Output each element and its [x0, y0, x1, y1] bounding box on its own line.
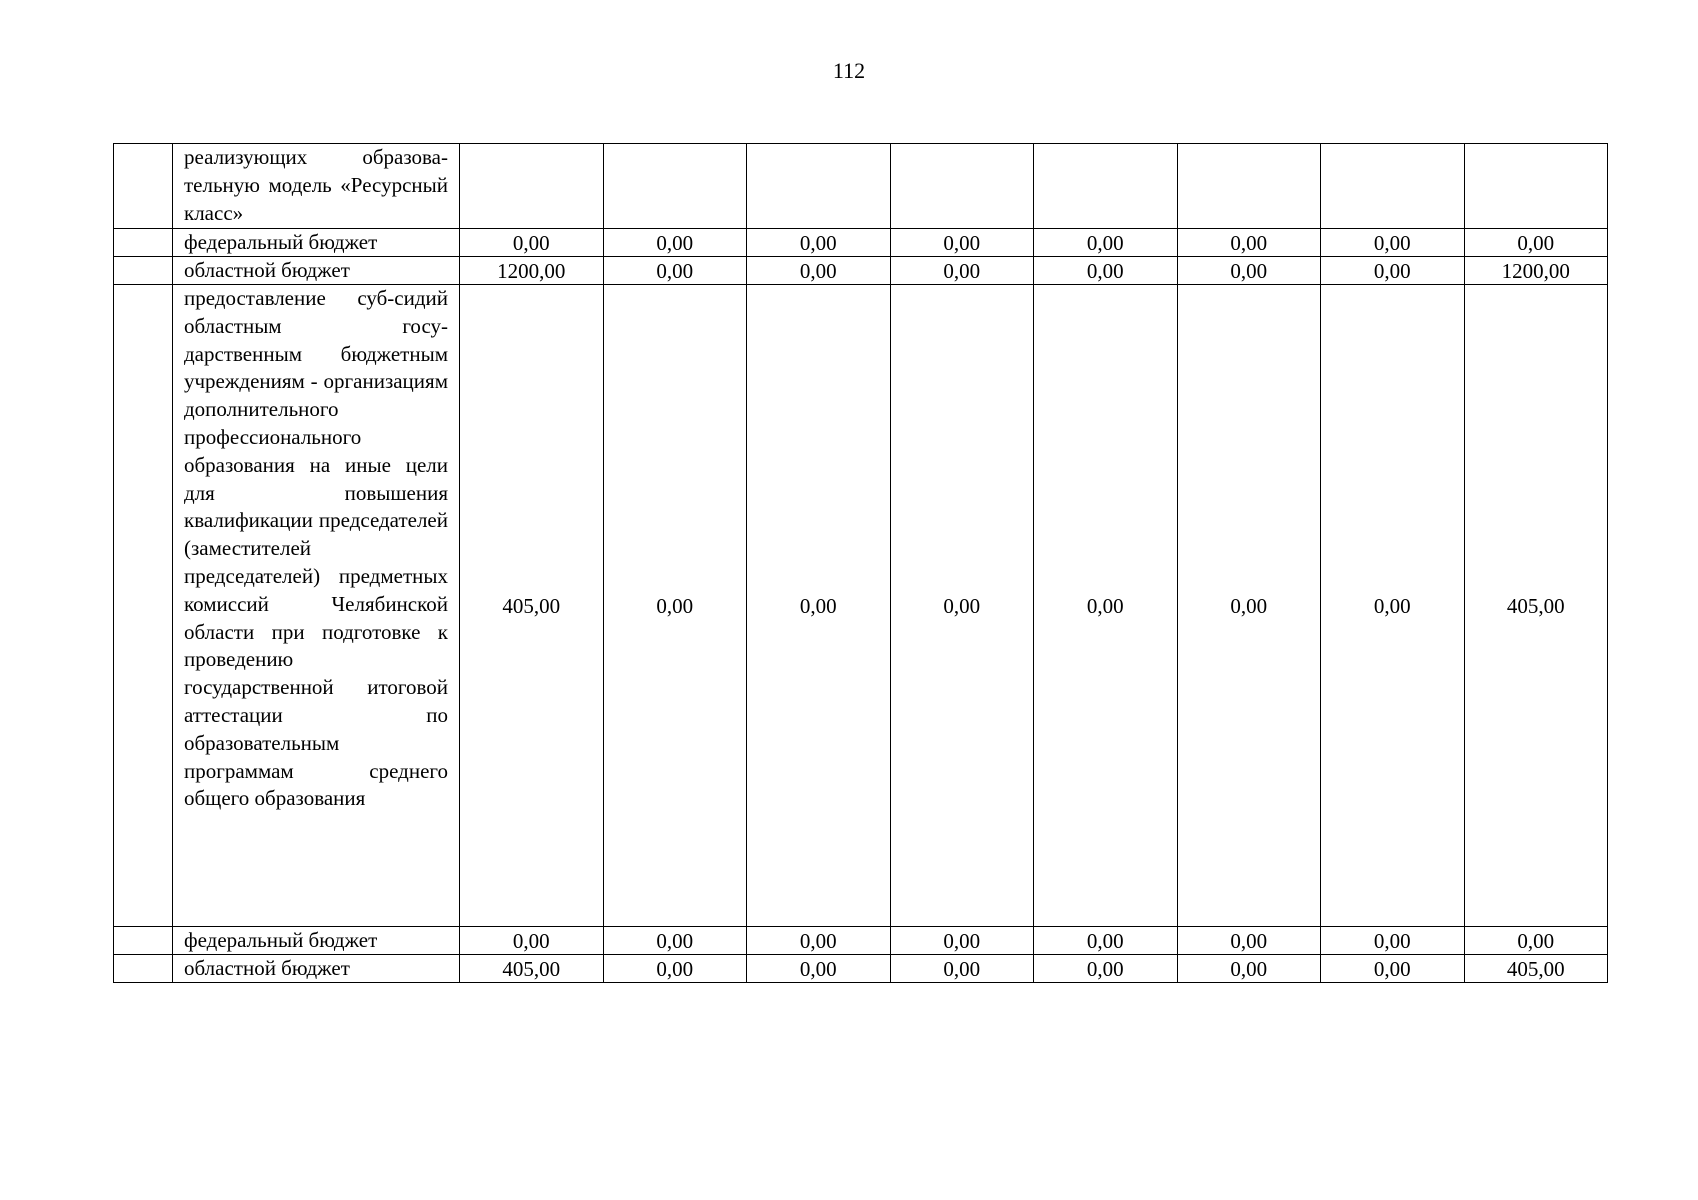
- row-number-cell: [114, 927, 173, 955]
- page-number: 112: [832, 58, 866, 83]
- value-cell: 0,00: [1034, 955, 1178, 983]
- table-row: [114, 955, 1608, 983]
- value-cell: 0,00: [603, 285, 747, 927]
- value-cell: 0,00: [1177, 955, 1321, 983]
- value-cell: 0,00: [603, 257, 747, 285]
- value-cell: 0,00: [890, 927, 1034, 955]
- value-cell: 405,00: [1464, 285, 1608, 927]
- table-row: [114, 285, 1608, 927]
- value-cell: [1034, 144, 1178, 229]
- value-cell: 0,00: [603, 927, 747, 955]
- value-cell: 0,00: [603, 955, 747, 983]
- table-row: [114, 257, 1608, 285]
- value-cell: 405,00: [1464, 955, 1608, 983]
- value-cell: 0,00: [1321, 927, 1465, 955]
- value-cell: 0,00: [1464, 927, 1608, 955]
- row-number-cell: [114, 285, 173, 927]
- value-cell: 1200,00: [460, 257, 604, 285]
- value-cell: 405,00: [460, 955, 604, 983]
- value-cell: 0,00: [460, 229, 604, 257]
- row-name-cell: областной бюджет: [173, 257, 460, 285]
- table-row: [114, 927, 1608, 955]
- table-body: [114, 144, 1608, 983]
- row-name-cell: [173, 144, 460, 229]
- value-cell: 0,00: [460, 927, 604, 955]
- value-cell: 0,00: [890, 955, 1034, 983]
- value-cell: 1200,00: [1464, 257, 1608, 285]
- row-name-text: предоставление суб-сидий областным госу-дарственным бюджетным учреждениям - организациям дополнительного профессионального образования на иные цели для повышения квалификации председателей (заместителей председателей) предметных комиссий Челябинской области при подготовке к проведению государственной итоговой аттестации по образовательным программам среднего общего образования: [184, 286, 448, 811]
- row-name-cell: областной бюджет: [173, 955, 460, 983]
- value-cell: 0,00: [890, 257, 1034, 285]
- value-cell: 0,00: [747, 257, 891, 285]
- value-cell: 0,00: [1464, 229, 1608, 257]
- row-number-cell: [114, 257, 173, 285]
- value-cell: [460, 144, 604, 229]
- row-name-cell: [173, 285, 460, 927]
- value-cell: 0,00: [747, 285, 891, 927]
- row-name-text: реализующих образова-тельную модель «Ресурсный класс»: [184, 145, 448, 225]
- value-cell: [1464, 144, 1608, 229]
- row-name-cell: федеральный бюджет: [173, 229, 460, 257]
- row-number-cell: [114, 955, 173, 983]
- table-row: [114, 144, 1608, 229]
- row-number-cell: [114, 229, 173, 257]
- value-cell: 0,00: [1177, 229, 1321, 257]
- value-cell: 0,00: [1034, 257, 1178, 285]
- value-cell: 0,00: [1177, 257, 1321, 285]
- value-cell: 0,00: [747, 229, 891, 257]
- budget-table: [113, 143, 1608, 983]
- table-row: [114, 229, 1608, 257]
- value-cell: 0,00: [1034, 229, 1178, 257]
- value-cell: 0,00: [1177, 927, 1321, 955]
- value-cell: 0,00: [747, 927, 891, 955]
- value-cell: 0,00: [1034, 285, 1178, 927]
- value-cell: 0,00: [1034, 927, 1178, 955]
- row-number-cell: [114, 144, 173, 229]
- value-cell: 0,00: [747, 955, 891, 983]
- value-cell: 0,00: [1321, 257, 1465, 285]
- value-cell: 0,00: [890, 229, 1034, 257]
- value-cell: 0,00: [1321, 229, 1465, 257]
- value-cell: 0,00: [1321, 955, 1465, 983]
- value-cell: [1177, 144, 1321, 229]
- row-name-cell: федеральный бюджет: [173, 927, 460, 955]
- value-cell: [890, 144, 1034, 229]
- value-cell: [603, 144, 747, 229]
- value-cell: [747, 144, 891, 229]
- value-cell: 0,00: [1321, 285, 1465, 927]
- value-cell: 0,00: [603, 229, 747, 257]
- value-cell: 0,00: [890, 285, 1034, 927]
- value-cell: [1321, 144, 1465, 229]
- value-cell: 405,00: [460, 285, 604, 927]
- value-cell: 0,00: [1177, 285, 1321, 927]
